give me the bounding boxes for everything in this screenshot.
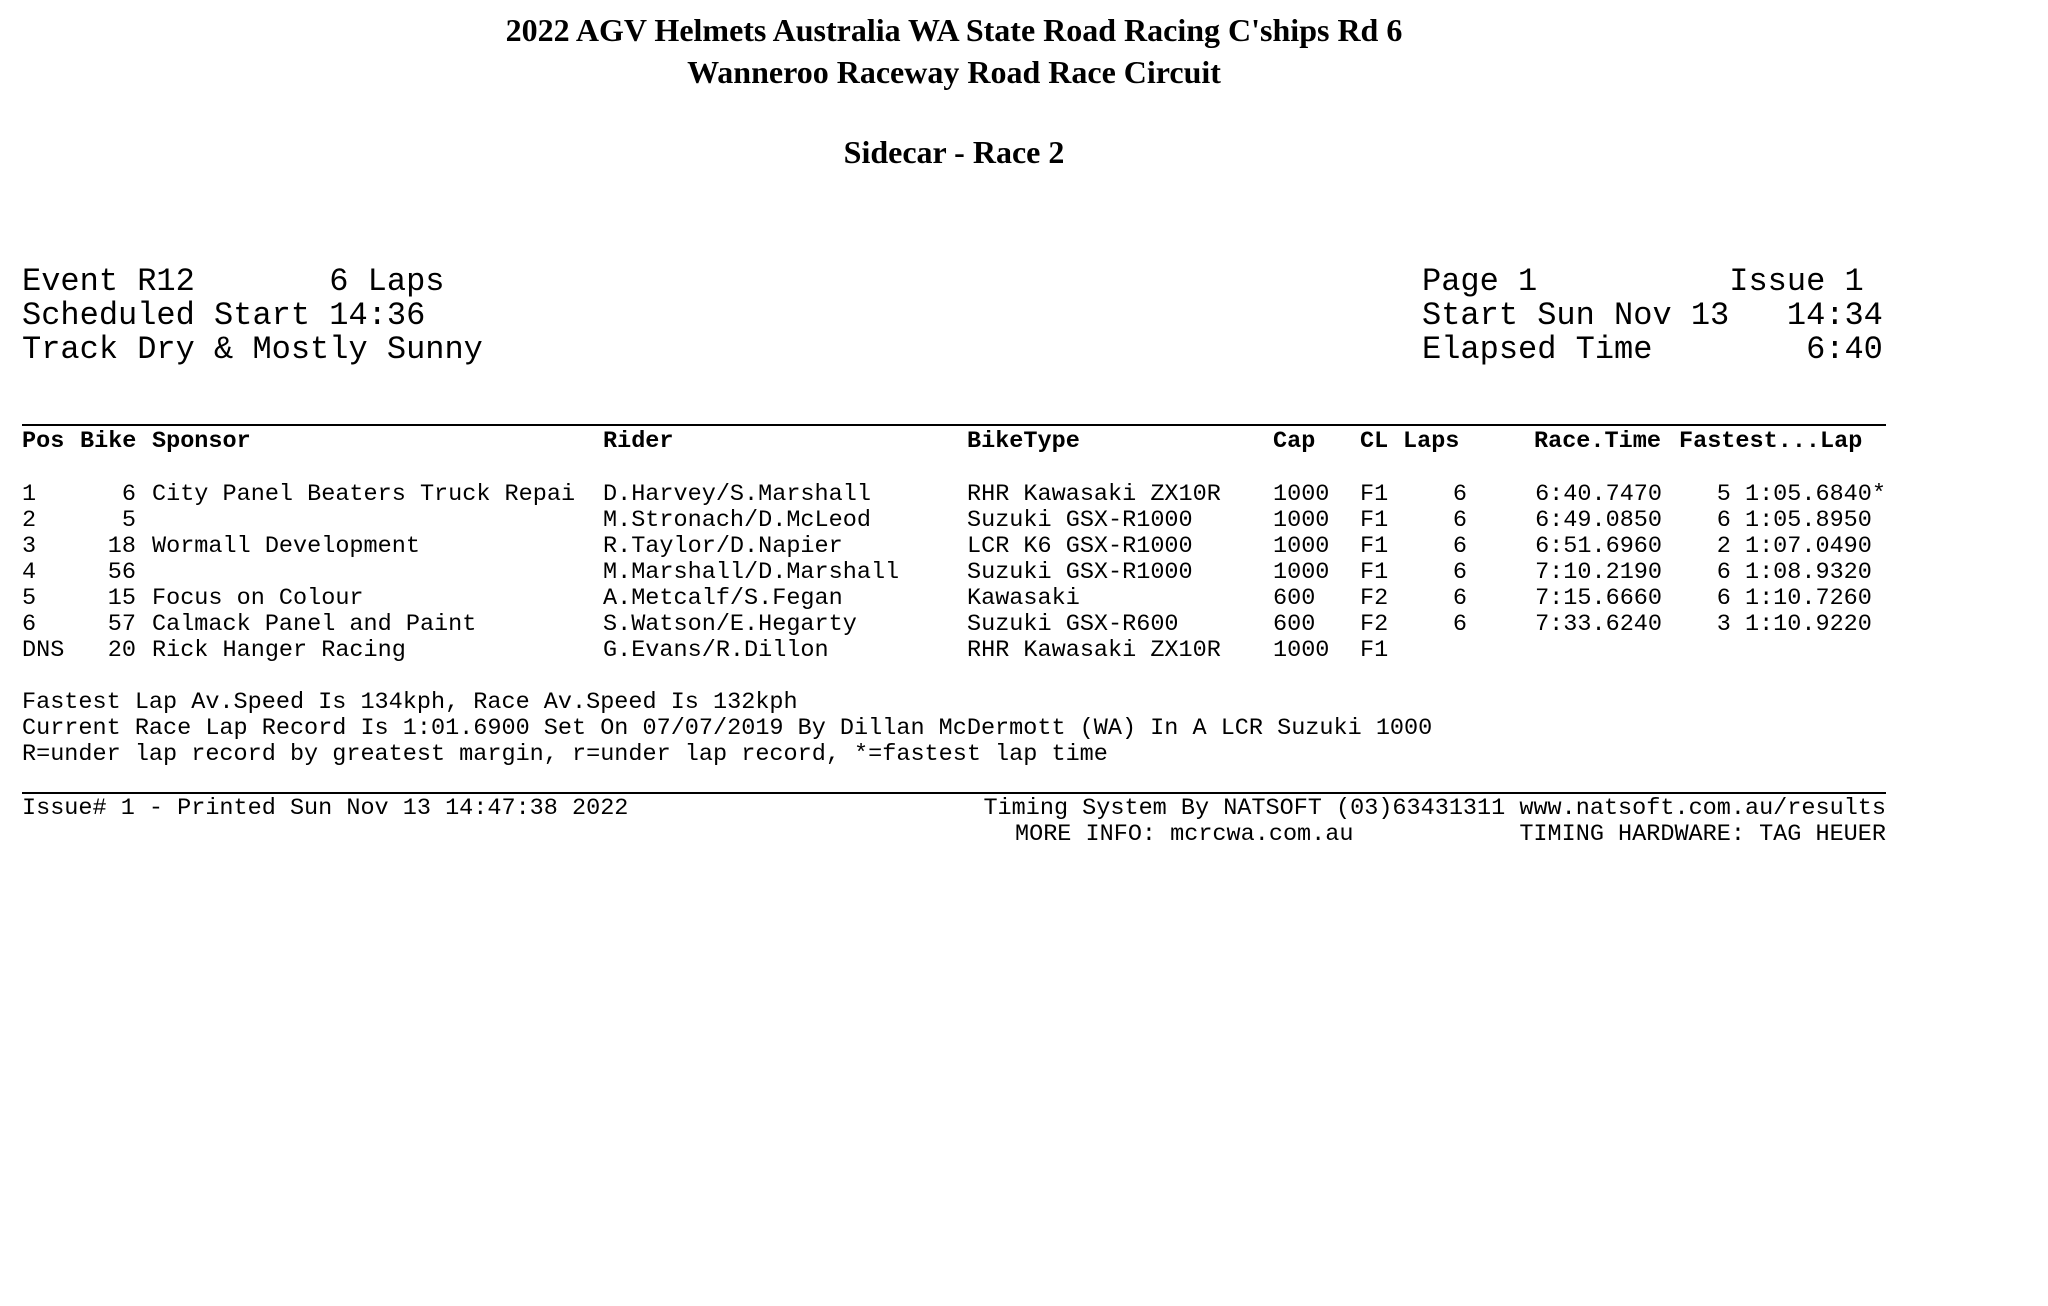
cell-laps: 6 (1452, 585, 1467, 612)
cell-laps: 6 (1452, 533, 1467, 560)
cell-bike: 20 (107, 637, 136, 664)
cell-rider: M.Marshall/D.Marshall (603, 559, 900, 586)
event-number-laps: Event R12 6 Laps (22, 263, 445, 300)
col-header-fastest-lap: Fastest...Lap (1679, 428, 1863, 455)
cell-cap: 1000 (1273, 481, 1330, 508)
cell-sponsor: Wormall Development (152, 533, 420, 560)
cell-cl: F1 (1360, 637, 1389, 664)
cell-cl: F1 (1360, 559, 1389, 586)
cell-rider: A.Metcalf/S.Fegan (603, 585, 843, 612)
cell-racetime: 6:51.6960 (1535, 533, 1662, 560)
cell-laps: 6 (1452, 611, 1467, 638)
cell-bike: 15 (107, 585, 136, 612)
timing-system-info: Timing System By NATSOFT (03)63431311 www.natsoft.com.au/results (983, 795, 1886, 822)
cell-pos: 5 (22, 585, 37, 612)
cell-biketype: Suzuki GSX-R600 (967, 611, 1179, 638)
cell-cl: F1 (1360, 507, 1389, 534)
cell-racetime: 7:33.6240 (1535, 611, 1662, 638)
cell-biketype: Kawasaki (967, 585, 1080, 612)
cell-sponsor: Focus on Colour (152, 585, 364, 612)
cell-rider: G.Evans/R.Dillon (603, 637, 829, 664)
cell-fastest-lap: 6 1:05.8950 (1716, 507, 1886, 534)
cell-pos: DNS (22, 637, 65, 664)
header-rule (22, 424, 1886, 426)
col-header-cl: CL (1360, 428, 1389, 455)
cell-cl: F2 (1360, 611, 1389, 638)
legend-note: R=under lap record by greatest margin, r=under lap record, *=fastest lap time (22, 741, 1108, 768)
col-header-racetime: Race.Time (1534, 428, 1661, 455)
cell-cap: 1000 (1273, 559, 1330, 586)
col-header-rider: Rider (603, 428, 674, 455)
col-header-sponsor: Sponsor (152, 428, 251, 455)
page-issue: Page 1 Issue 1 (1422, 263, 1864, 300)
cell-cap: 1000 (1273, 637, 1330, 664)
venue-title: Wanneroo Raceway Road Race Circuit (687, 54, 1221, 90)
cell-fastest-lap: 6 1:08.9320 (1716, 559, 1886, 586)
cell-rider: D.Harvey/S.Marshall (603, 481, 871, 508)
cell-biketype: Suzuki GSX-R1000 (967, 559, 1193, 586)
cell-fastest-lap: 5 1:05.6840* (1716, 481, 1886, 508)
cell-racetime: 7:10.2190 (1535, 559, 1662, 586)
cell-biketype: LCR K6 GSX-R1000 (967, 533, 1193, 560)
cell-bike: 57 (107, 611, 136, 638)
cell-bike: 56 (107, 559, 136, 586)
cell-laps: 6 (1452, 481, 1467, 508)
cell-fastest-lap: 6 1:10.7260 (1716, 585, 1886, 612)
cell-biketype: RHR Kawasaki ZX10R (967, 637, 1221, 664)
cell-racetime: 6:40.7470 (1535, 481, 1662, 508)
footer-rule (22, 792, 1886, 794)
scheduled-start: Scheduled Start 14:36 (22, 297, 426, 334)
col-header-bike: Bike (80, 428, 137, 455)
cell-racetime: 6:49.0850 (1535, 507, 1662, 534)
cell-racetime: 7:15.6660 (1535, 585, 1662, 612)
cell-pos: 2 (22, 507, 37, 534)
cell-cap: 600 (1273, 611, 1316, 638)
cell-cl: F1 (1360, 481, 1389, 508)
cell-pos: 1 (22, 481, 37, 508)
cell-bike: 5 (121, 507, 136, 534)
cell-sponsor: Calmack Panel and Paint (152, 611, 477, 638)
more-info: MORE INFO: mcrcwa.com.au (1015, 821, 1354, 848)
average-speed-note: Fastest Lap Av.Speed Is 134kph, Race Av.Speed Is 132kph (22, 689, 798, 716)
cell-fastest-lap: 2 1:07.0490 (1716, 533, 1886, 560)
lap-record-note: Current Race Lap Record Is 1:01.6900 Set On 07/07/2019 By Dillan McDermott (WA) In A LCR Suzuki 1000 (22, 715, 1433, 742)
col-header-laps: Laps (1403, 428, 1460, 455)
cell-cap: 1000 (1273, 507, 1330, 534)
cell-biketype: RHR Kawasaki ZX10R (967, 481, 1221, 508)
cell-fastest-lap: 3 1:10.9220 (1716, 611, 1886, 638)
cell-cl: F2 (1360, 585, 1389, 612)
cell-cl: F1 (1360, 533, 1389, 560)
elapsed-time: Elapsed Time 6:40 (1422, 331, 1883, 368)
cell-cap: 1000 (1273, 533, 1330, 560)
cell-sponsor: City Panel Beaters Truck Repai (152, 481, 576, 508)
cell-cap: 600 (1273, 585, 1316, 612)
event-title: 2022 AGV Helmets Australia WA State Road Racing C'ships Rd 6 (505, 12, 1403, 48)
printed-info: Issue# 1 - Printed Sun Nov 13 14:47:38 2022 (22, 795, 629, 822)
cell-rider: M.Stronach/D.McLeod (603, 507, 871, 534)
cell-laps: 6 (1452, 559, 1467, 586)
track-condition: Track Dry & Mostly Sunny (22, 331, 483, 368)
cell-pos: 3 (22, 533, 37, 560)
timing-hardware-info: TIMING HARDWARE: TAG HEUER (1519, 821, 1886, 848)
cell-biketype: Suzuki GSX-R1000 (967, 507, 1193, 534)
race-title: Sidecar - Race 2 (843, 134, 1065, 170)
col-header-biketype: BikeType (967, 428, 1080, 455)
col-header-pos: Pos (22, 428, 65, 455)
cell-sponsor: Rick Hanger Racing (152, 637, 406, 664)
cell-pos: 6 (22, 611, 37, 638)
col-header-cap: Cap (1273, 428, 1316, 455)
cell-pos: 4 (22, 559, 37, 586)
cell-bike: 6 (121, 481, 136, 508)
cell-laps: 6 (1452, 507, 1467, 534)
cell-rider: R.Taylor/D.Napier (603, 533, 843, 560)
cell-rider: S.Watson/E.Hegarty (603, 611, 857, 638)
cell-bike: 18 (107, 533, 136, 560)
start-time: Start Sun Nov 13 14:34 (1422, 297, 1883, 334)
